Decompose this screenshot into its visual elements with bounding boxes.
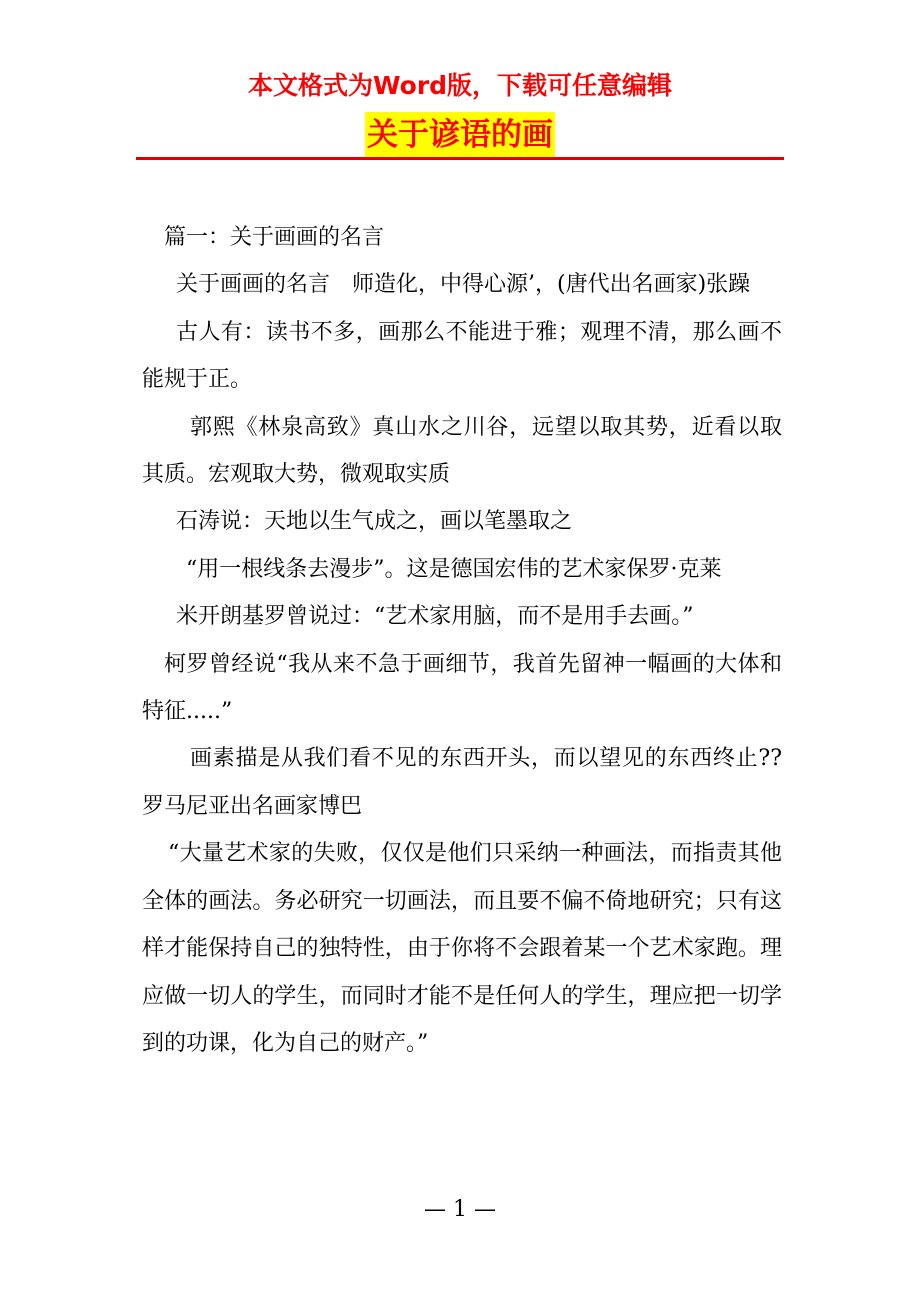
document-body bbox=[142, 214, 782, 1067]
title-container bbox=[0, 112, 920, 158]
paragraph: 石涛说：天地以生气成之，画以笔墨取之 bbox=[176, 509, 573, 535]
paragraph: 关于画画的名言 师造化，中得心源’，(唐代出名画家)张躁 bbox=[176, 272, 751, 298]
paragraph: 画素描是从我们看不见的东西开头，而以望见的东西终止?? 罗马尼亚出名画家博巴 bbox=[142, 746, 782, 819]
format-banner: 本文格式为Word版，下载可任意编辑 bbox=[247, 71, 673, 100]
page-number: — 1 — bbox=[424, 1197, 496, 1222]
paragraph: 古人有：读书不多，画那么不能进于雅；观理不清，那么画不能规于正。 bbox=[142, 319, 782, 393]
paragraph: 郭熙《林泉高致》真山水之川谷，远望以取其势，近看以取其质。宏观取大势，微观取实质 bbox=[142, 414, 782, 488]
paragraph: “大量艺术家的失败，仅仅是他们只采纳一种画法，而指责其他全体的画法。务必研究一切画法，而且要不偏不倚地研究；只有这样才能保持自己的独特性，由于你将不会跟着某一个艺术家跑。理应做一切人的学生，而同时才能不是任何人的学生，理应把一切学到的功课，化为自己的财产。” bbox=[142, 841, 782, 1056]
paragraph: 米开朗基罗曾说过：“艺术家用脑，而不是用手去画。” bbox=[176, 604, 694, 630]
paragraph: 柯罗曾经说“我从来不急于画细节，我首先留神一幅画的大体和特征.....” bbox=[142, 651, 782, 725]
title-divider bbox=[136, 157, 784, 160]
paragraph: “用一根线条去漫步”。这是德国宏伟的艺术家保罗·克莱 bbox=[186, 556, 722, 582]
section-heading: 篇一：关于画画的名言 bbox=[164, 225, 385, 250]
document-title: 关于谚语的画 bbox=[365, 112, 555, 158]
